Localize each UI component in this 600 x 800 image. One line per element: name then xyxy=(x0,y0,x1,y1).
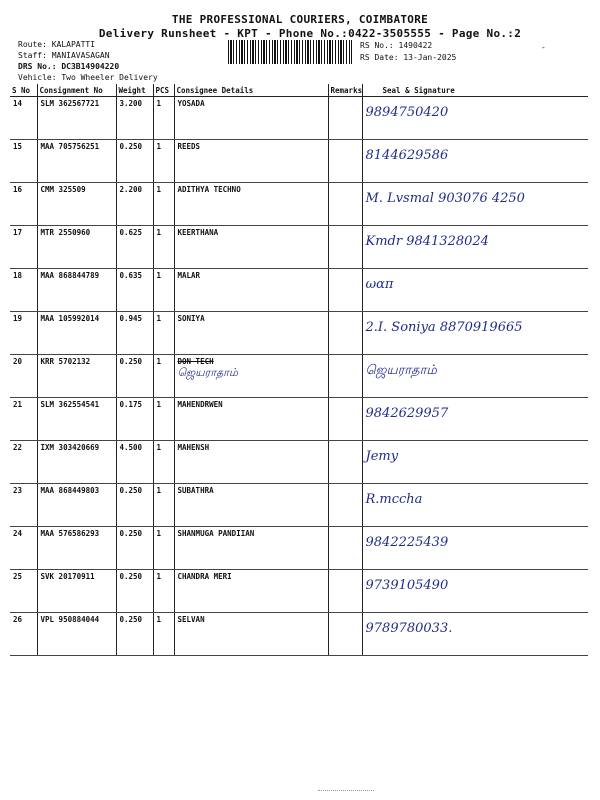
cell-pcs: 1 xyxy=(153,398,174,441)
cell-signature xyxy=(362,355,588,398)
cell-remarks xyxy=(328,527,362,570)
table-header-row xyxy=(10,84,588,97)
cell-weight: 3.200 xyxy=(116,97,153,140)
signature-text: 9739105490 xyxy=(365,578,449,593)
cell-consignment: MAA 868449803 xyxy=(37,484,116,527)
cell-consignee: MAHENSH xyxy=(174,441,328,484)
signature-text: 9842225439 xyxy=(365,535,449,550)
cell-pcs: 1 xyxy=(153,140,174,183)
cell-sno: 25 xyxy=(10,570,37,613)
signature-text: 9894750420 xyxy=(365,105,449,120)
cell-pcs: 1 xyxy=(153,570,174,613)
footer-divider xyxy=(318,790,374,795)
cell-signature xyxy=(362,441,588,484)
cell-pcs: 1 xyxy=(153,613,174,656)
cell-weight: 2.200 xyxy=(116,183,153,226)
signature-text: ஜெயராதாம் xyxy=(365,363,437,378)
consignee-handwritten-note: ஜெயராதாம் xyxy=(177,366,238,379)
cell-pcs: 1 xyxy=(153,269,174,312)
cell-remarks xyxy=(328,226,362,269)
table-row xyxy=(10,570,588,613)
cell-consignment: VPL 950884044 xyxy=(37,613,116,656)
cell-remarks xyxy=(328,140,362,183)
cell-consignment: MAA 705756251 xyxy=(37,140,116,183)
cell-consignee: KEERTHANA xyxy=(174,226,328,269)
signature-text: 8144629586 xyxy=(365,148,449,163)
cell-pcs: 1 xyxy=(153,183,174,226)
vehicle-label: Vehicle: Two Wheeler Delivery xyxy=(18,73,158,82)
cell-consignment: SVK 20170911 xyxy=(37,570,116,613)
cell-consignment: IXM 303420669 xyxy=(37,441,116,484)
cell-remarks xyxy=(328,183,362,226)
cell-remarks xyxy=(328,570,362,613)
col-remarks: Remarks xyxy=(328,84,362,97)
signature-text: Jemy xyxy=(365,449,399,464)
cell-sno: 23 xyxy=(10,484,37,527)
cell-sno: 19 xyxy=(10,312,37,355)
cell-consignee: SONIYA xyxy=(174,312,328,355)
signature-text: ωαπ xyxy=(365,277,394,292)
cell-sno: 18 xyxy=(10,269,37,312)
cell-signature xyxy=(362,97,588,140)
cell-remarks xyxy=(328,398,362,441)
table-row xyxy=(10,613,588,656)
table-row xyxy=(10,484,588,527)
col-consignee: Consignee Details xyxy=(174,84,328,97)
drs-number: DRS No.: DC3B14904220 xyxy=(18,62,120,71)
rs-number: RS No.: 1490422 xyxy=(360,41,433,50)
consignee-struck-name: DON TECH xyxy=(177,357,214,366)
signature-text: 9789780033. xyxy=(365,621,453,636)
cell-signature xyxy=(362,312,588,355)
table-row xyxy=(10,441,588,484)
table-row xyxy=(10,183,588,226)
cell-consignment: MTR 2550960 xyxy=(37,226,116,269)
cell-consignment: KRR 5702132 xyxy=(37,355,116,398)
cell-consignee: CHANDRA MERI xyxy=(174,570,328,613)
cell-pcs: 1 xyxy=(153,312,174,355)
cell-sno: 14 xyxy=(10,97,37,140)
signature-text: Kmdr 9841328024 xyxy=(365,234,489,249)
table-row xyxy=(10,312,588,355)
col-weight: Weight xyxy=(116,84,153,97)
col-seal: Seal & Signature xyxy=(362,84,588,97)
cell-signature xyxy=(362,269,588,312)
cell-signature xyxy=(362,570,588,613)
cell-weight: 0.175 xyxy=(116,398,153,441)
cell-weight: 0.945 xyxy=(116,312,153,355)
table-row xyxy=(10,269,588,312)
cell-pcs: 1 xyxy=(153,355,174,398)
runsheet-subtitle: Delivery Runsheet - KPT - Phone No.:0422-3505555 - Page No.:2 xyxy=(98,27,522,40)
cell-signature xyxy=(362,183,588,226)
cell-weight: 0.250 xyxy=(116,140,153,183)
table-row xyxy=(10,140,588,183)
cell-pcs: 1 xyxy=(153,527,174,570)
cell-weight: 0.635 xyxy=(116,269,153,312)
signature-text: 2.I. Soniya 8870919665 xyxy=(365,320,523,335)
runsheet-table xyxy=(10,84,588,656)
rs-date: RS Date: 13-Jan-2025 xyxy=(360,53,457,62)
company-title: THE PROFESSIONAL COURIERS, COIMBATORE xyxy=(171,13,429,26)
cell-sno: 21 xyxy=(10,398,37,441)
cell-remarks xyxy=(328,613,362,656)
cell-consignment: SLM 362567721 xyxy=(37,97,116,140)
cell-consignee xyxy=(174,355,328,398)
signature-text: M. Lvsmal 903076 4250 xyxy=(365,191,525,206)
cell-sno: 17 xyxy=(10,226,37,269)
cell-consignee: YOSADA xyxy=(174,97,328,140)
barcode-image xyxy=(228,40,352,64)
staff-label: Staff: MANIAVASAGAN xyxy=(18,51,110,60)
cell-weight: 0.250 xyxy=(116,613,153,656)
table-row xyxy=(10,398,588,441)
cell-signature xyxy=(362,613,588,656)
cell-consignee: SELVAN xyxy=(174,613,328,656)
table-row xyxy=(10,355,588,398)
signature-text: R.mccha xyxy=(365,492,423,507)
cell-remarks xyxy=(328,441,362,484)
cell-pcs: 1 xyxy=(153,484,174,527)
cell-sno: 15 xyxy=(10,140,37,183)
table-row xyxy=(10,97,588,140)
cell-pcs: 1 xyxy=(153,97,174,140)
cell-signature xyxy=(362,398,588,441)
cell-sno: 16 xyxy=(10,183,37,226)
cell-remarks xyxy=(328,355,362,398)
cell-consignee: SHANMUGA PANDIIAN xyxy=(174,527,328,570)
cell-remarks xyxy=(328,484,362,527)
col-consignment: Consignment No xyxy=(37,84,116,97)
cell-consignment: MAA 868844789 xyxy=(37,269,116,312)
cell-consignment: MAA 105992014 xyxy=(37,312,116,355)
cell-consignee: MAHENDRWEN xyxy=(174,398,328,441)
cell-signature xyxy=(362,527,588,570)
dash-mark: - xyxy=(541,43,546,52)
cell-remarks xyxy=(328,97,362,140)
cell-remarks xyxy=(328,312,362,355)
cell-pcs: 1 xyxy=(153,441,174,484)
cell-sno: 20 xyxy=(10,355,37,398)
col-pcs: PCS xyxy=(153,84,174,97)
cell-consignment: SLM 362554541 xyxy=(37,398,116,441)
table-row xyxy=(10,527,588,570)
cell-signature xyxy=(362,484,588,527)
cell-remarks xyxy=(328,269,362,312)
cell-weight: 0.625 xyxy=(116,226,153,269)
signature-text: 9842629957 xyxy=(365,406,449,421)
cell-signature xyxy=(362,140,588,183)
cell-consignee: REEDS xyxy=(174,140,328,183)
cell-consignment: MAA 576586293 xyxy=(37,527,116,570)
cell-consignee: SUBATHRA xyxy=(174,484,328,527)
cell-consignee: MALAR xyxy=(174,269,328,312)
cell-weight: 4.500 xyxy=(116,441,153,484)
cell-consignee: ADITHYA TECHNO xyxy=(174,183,328,226)
route-label: Route: KALAPATTI xyxy=(18,40,96,49)
cell-sno: 26 xyxy=(10,613,37,656)
cell-consignment: CMM 325509 xyxy=(37,183,116,226)
table-row xyxy=(10,226,588,269)
col-sno: S No xyxy=(10,84,37,97)
cell-pcs: 1 xyxy=(153,226,174,269)
cell-sno: 22 xyxy=(10,441,37,484)
cell-weight: 0.250 xyxy=(116,355,153,398)
cell-weight: 0.250 xyxy=(116,570,153,613)
cell-sno: 24 xyxy=(10,527,37,570)
cell-weight: 0.250 xyxy=(116,484,153,527)
cell-signature xyxy=(362,226,588,269)
cell-weight: 0.250 xyxy=(116,527,153,570)
